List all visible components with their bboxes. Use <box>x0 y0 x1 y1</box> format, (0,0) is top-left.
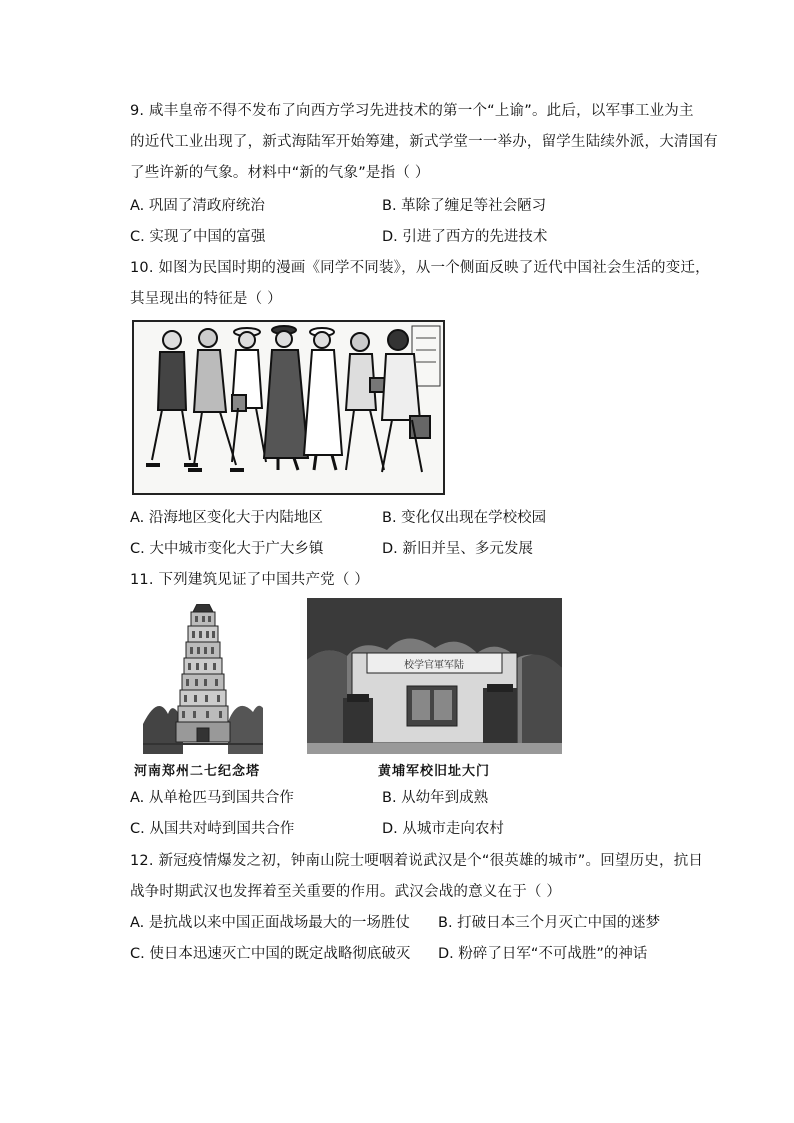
q12-stem-line2: 战争时期武汉也发挥着至关重要的作用。武汉会战的意义在于（ ） <box>130 884 562 900</box>
q9-stem-line2: 的近代工业出现了，新式海陆军开始筹建，新式学堂一一举办，留学生陆续外派，大清国有 <box>130 134 718 150</box>
q9-option-d[interactable]: D. 引进了西方的先进技术 <box>382 229 548 245</box>
q10-stem-line1: 10. 如图为民国时期的漫画《同学不同装》，从一个侧面反映了近代中国社会生活的变迁， <box>130 260 710 276</box>
q12-option-b[interactable]: B. 打破日本三个月灭亡中国的迷梦 <box>438 915 661 931</box>
gate-sign: 校学官軍军陆 <box>404 660 464 671</box>
q11-option-a[interactable]: A. 从单枪匹马到国共合作 <box>130 790 294 806</box>
q9-stem-line1: 9. 咸丰皇帝不得不发布了向西方学习先进技术的第一个“上谕”。此后，以军事工业为主 <box>130 103 694 119</box>
q12-option-a[interactable]: A. 是抗战以来中国正面战场最大的一场胜仗 <box>130 915 410 931</box>
q10-option-b[interactable]: B. 变化仅出现在学校校园 <box>382 510 547 526</box>
cartoon-image <box>132 320 445 495</box>
q11-option-c[interactable]: C. 从国共对峙到国共合作 <box>130 821 295 837</box>
erqi-tower-image <box>143 604 263 754</box>
q9-stem-line3: 了些许新的气象。材料中“新的气象”是指（ ） <box>130 165 430 181</box>
q9-option-c[interactable]: C. 实现了中国的富强 <box>130 229 266 245</box>
q12-option-c[interactable]: C. 使日本迅速灭亡中国的既定战略彻底破灭 <box>130 946 411 962</box>
whampoa-gate-caption: 黄埔军校旧址大门 <box>378 764 491 779</box>
q11-stem-line1: 11. 下列建筑见证了中国共产党（ ） <box>130 572 370 588</box>
q10-option-d[interactable]: D. 新旧并呈、多元发展 <box>382 541 533 557</box>
q9-option-a[interactable]: A. 巩固了清政府统治 <box>130 198 265 214</box>
q10-option-a[interactable]: A. 沿海地区变化大于内陆地区 <box>130 510 323 526</box>
q12-stem-line1: 12. 新冠疫情爆发之初，钟南山院士哽咽着说武汉是个“很英雄的城市”。回望历史，抗日 <box>130 853 704 869</box>
q9-option-b[interactable]: B. 革除了缠足等社会陋习 <box>382 198 547 214</box>
q10-option-c[interactable]: C. 大中城市变化大于广大乡镇 <box>130 541 324 557</box>
q11-option-d[interactable]: D. 从城市走向农村 <box>382 821 504 837</box>
q12-option-d[interactable]: D. 粉碎了日军“不可战胜”的神话 <box>438 946 648 962</box>
q11-option-b[interactable]: B. 从幼年到成熟 <box>382 790 489 806</box>
whampoa-gate-image <box>307 598 562 754</box>
q10-stem-line2: 其呈现出的特征是（ ） <box>130 291 282 307</box>
erqi-tower-caption: 河南郑州二七纪念塔 <box>134 764 261 779</box>
